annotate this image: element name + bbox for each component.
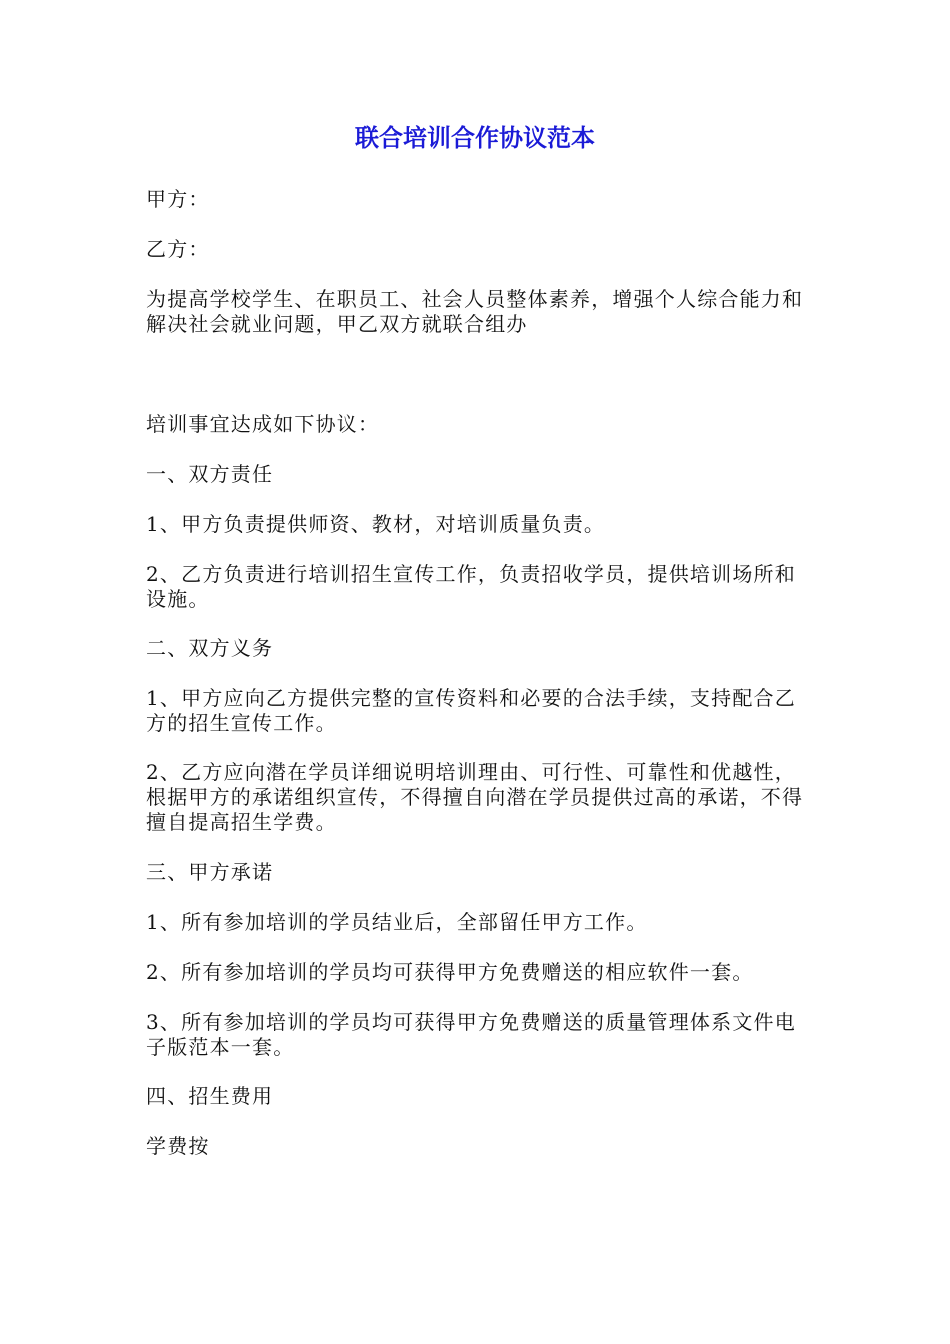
section-heading-1: 一、双方责任	[146, 462, 274, 486]
preamble-paragraph: 为提高学校学生、在职员工、社会人员整体素养，增强个人综合能力和解决社会就业问题，甲乙双方就联合组办	[146, 287, 804, 336]
party-b-line: 乙方：	[146, 237, 210, 261]
clause-3-3: 3、所有参加培训的学员均可获得甲方免费赠送的质量管理体系文件电子版范本一套。	[146, 1010, 796, 1059]
agreement-intro: 培训事宜达成如下协议：	[146, 412, 380, 436]
clause-2-2: 2、乙方应向潜在学员详细说明培训理由、可行性、可靠性和优越性，根据甲方的承诺组织宣传，不得擅自向潜在学员提供过高的承诺，不得擅自提高招生学费。	[146, 760, 804, 834]
clause-3-2: 2、所有参加培训的学员均可获得甲方免费赠送的相应软件一套。	[146, 960, 754, 984]
document-title: 联合培训合作协议范本	[355, 124, 595, 152]
section-heading-4: 四、招生费用	[146, 1084, 274, 1108]
section-heading-3: 三、甲方承诺	[146, 860, 274, 884]
section-heading-2: 二、双方义务	[146, 636, 274, 660]
clause-2-1: 1、甲方应向乙方提供完整的宣传资料和必要的合法手续，支持配合乙方的招生宣传工作。	[146, 686, 796, 735]
fee-clause-start: 学费按	[146, 1134, 210, 1158]
clause-1-2: 2、乙方负责进行培训招生宣传工作，负责招收学员，提供培训场所和设施。	[146, 562, 796, 611]
clause-3-1: 1、所有参加培训的学员结业后，全部留任甲方工作。	[146, 910, 648, 934]
clause-1-1: 1、甲方负责提供师资、教材，对培训质量负责。	[146, 512, 606, 536]
party-a-line: 甲方：	[146, 187, 210, 211]
